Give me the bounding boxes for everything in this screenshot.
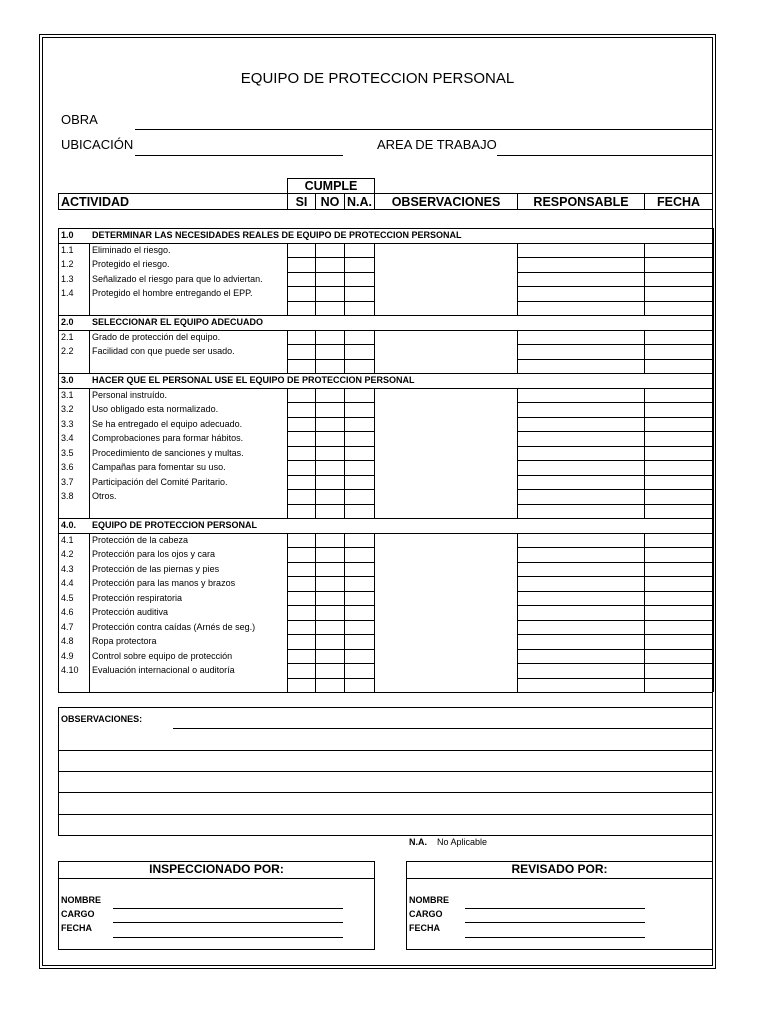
responsable-cell[interactable] (517, 388, 644, 403)
si-cell[interactable] (287, 446, 315, 461)
no-cell[interactable] (315, 330, 344, 345)
item-number: 4.8 (61, 636, 74, 646)
item-number: 3.7 (61, 476, 74, 487)
fecha-cell[interactable] (644, 634, 713, 649)
no-cell[interactable] (315, 576, 344, 591)
item-number: 1.4 (61, 288, 74, 298)
fecha-cell[interactable] (644, 359, 713, 374)
na-cell[interactable] (344, 576, 374, 591)
fecha-cell[interactable] (644, 243, 713, 258)
inspected-nombre-label: NOMBRE (61, 895, 101, 905)
si-cell[interactable] (287, 533, 315, 548)
no-cell[interactable] (315, 562, 344, 577)
reviewed-nombre-field[interactable] (465, 908, 645, 909)
si-cell[interactable] (287, 678, 315, 693)
observations-label: OBSERVACIONES: (61, 714, 143, 724)
responsable-header: RESPONSABLE (533, 195, 629, 209)
item-number: 4.2 (61, 549, 74, 559)
cumple-label: CUMPLE (304, 179, 358, 193)
observaciones-cell[interactable] (374, 243, 517, 316)
item-text: Protegido el hombre entregando el EPP. (92, 288, 253, 298)
si-cell[interactable] (287, 634, 315, 649)
si-cell[interactable] (287, 417, 315, 432)
section-number: 4.0. (61, 520, 77, 530)
si-cell[interactable] (287, 257, 315, 272)
na-cell[interactable] (344, 678, 374, 693)
responsable-cell[interactable] (517, 547, 644, 562)
item-text: Participación del Comité Paritario. (92, 476, 228, 487)
responsable-cell[interactable] (517, 562, 644, 577)
si-cell[interactable] (287, 359, 315, 374)
fecha-cell[interactable] (644, 620, 713, 635)
na-abbreviation: N.A. (409, 837, 427, 847)
no-cell[interactable] (315, 475, 344, 490)
observations-line-4[interactable] (58, 792, 713, 793)
item-number: 3.5 (61, 447, 74, 458)
si-cell[interactable] (287, 605, 315, 620)
item-text: Ropa protectora (92, 636, 157, 646)
observations-line-5[interactable] (58, 814, 713, 815)
item-text: Comprobaciones para formar hábitos. (92, 433, 244, 443)
si-cell[interactable] (287, 576, 315, 591)
responsable-cell[interactable] (517, 591, 644, 606)
responsable-cell[interactable] (517, 475, 644, 490)
section-title: SELECCIONAR EL EQUIPO ADECUADO (92, 317, 264, 327)
section-header (59, 373, 714, 388)
na-cell[interactable] (344, 649, 374, 664)
section-title: DETERMINAR LAS NECESIDADES REALES DE EQUIPO DE PROTECCION PERSONAL (92, 230, 462, 240)
no-cell[interactable] (315, 634, 344, 649)
na-cell[interactable] (344, 489, 374, 504)
no-cell[interactable] (315, 489, 344, 504)
item-number: 4.3 (61, 563, 74, 574)
si-cell[interactable] (287, 243, 315, 258)
si-cell[interactable] (287, 591, 315, 606)
fecha-cell[interactable] (644, 547, 713, 562)
si-cell[interactable] (287, 272, 315, 287)
na-cell[interactable] (344, 591, 374, 606)
section-header (59, 228, 714, 243)
fecha-cell[interactable] (644, 562, 713, 577)
section-header (59, 518, 714, 533)
responsable-cell[interactable] (517, 634, 644, 649)
na-cell[interactable] (344, 533, 374, 548)
fecha-cell[interactable] (644, 663, 713, 678)
item-number: 3.3 (61, 418, 74, 429)
no-cell[interactable] (315, 402, 344, 417)
si-cell[interactable] (287, 402, 315, 417)
section-number: 1.0 (61, 230, 74, 240)
item-number: 3.1 (61, 389, 74, 400)
fecha-cell[interactable] (644, 388, 713, 403)
fecha-cell[interactable] (644, 446, 713, 461)
responsable-cell[interactable] (517, 257, 644, 272)
observations-line-1[interactable] (173, 728, 713, 729)
item-text: Campañas para fomentar su uso. (92, 462, 226, 472)
section-number: 3.0 (61, 375, 74, 385)
na-cell[interactable] (344, 634, 374, 649)
inspected-nombre-field[interactable] (113, 908, 343, 909)
responsable-cell[interactable] (517, 417, 644, 432)
observations-line-2[interactable] (58, 750, 713, 751)
observaciones-header: OBSERVACIONES (391, 195, 501, 209)
na-cell[interactable] (344, 460, 374, 475)
no-cell[interactable] (315, 663, 344, 678)
no-cell[interactable] (315, 605, 344, 620)
item-number: 2.2 (61, 346, 74, 356)
na-cell[interactable] (344, 605, 374, 620)
responsable-cell[interactable] (517, 620, 644, 635)
form-title: EQUIPO DE PROTECCION PERSONAL (240, 70, 515, 87)
fecha-cell[interactable] (644, 330, 713, 345)
si-cell[interactable] (287, 344, 315, 359)
no-cell[interactable] (315, 344, 344, 359)
fecha-cell[interactable] (644, 344, 713, 359)
na-cell[interactable] (344, 301, 374, 316)
obra-label: OBRA (61, 112, 98, 127)
no-cell[interactable] (315, 243, 344, 258)
si-cell[interactable] (287, 620, 315, 635)
na-cell[interactable] (344, 620, 374, 635)
si-cell[interactable] (287, 663, 315, 678)
no-cell[interactable] (315, 649, 344, 664)
na-cell[interactable] (344, 504, 374, 519)
na-cell[interactable] (344, 257, 374, 272)
si-cell[interactable] (287, 388, 315, 403)
si-cell[interactable] (287, 475, 315, 490)
ubicacion-label: UBICACIÓN (61, 137, 134, 152)
no-cell[interactable] (315, 301, 344, 316)
obra-field[interactable] (135, 129, 712, 130)
reviewed-by-title: REVISADO POR: (511, 862, 608, 876)
no-cell[interactable] (315, 286, 344, 301)
no-cell[interactable] (315, 431, 344, 446)
si-cell[interactable] (287, 431, 315, 446)
na-cell[interactable] (344, 388, 374, 403)
reviewed-fecha-field[interactable] (465, 937, 645, 938)
fecha-cell[interactable] (644, 576, 713, 591)
item-text: Se ha entregado el equipo adecuado. (92, 418, 243, 429)
inspected-fecha-label: FECHA (61, 923, 92, 933)
na-cell[interactable] (344, 562, 374, 577)
item-text: Señalizado el riesgo para que lo adviertan. (92, 273, 263, 284)
si-cell[interactable] (287, 649, 315, 664)
fecha-cell[interactable] (644, 489, 713, 504)
observations-line-3[interactable] (58, 771, 713, 772)
item-number: 3.8 (61, 491, 74, 501)
responsable-cell[interactable] (517, 330, 644, 345)
item-text: Uso obligado esta normalizado. (92, 404, 219, 414)
na-cell[interactable] (344, 446, 374, 461)
na-cell[interactable] (344, 547, 374, 562)
responsable-cell[interactable] (517, 605, 644, 620)
responsable-cell[interactable] (517, 446, 644, 461)
item-text: Grado de protección del equipo. (92, 331, 221, 342)
item-number: 3.4 (61, 433, 74, 443)
responsable-cell[interactable] (517, 272, 644, 287)
item-number: 4.1 (61, 534, 74, 545)
item-text: Personal instruído. (92, 389, 168, 400)
no-cell[interactable] (315, 446, 344, 461)
item-number: 1.1 (61, 244, 74, 255)
responsable-cell[interactable] (517, 489, 644, 504)
item-text: Protección de la cabeza (92, 534, 189, 545)
item-text: Eliminado el riesgo. (92, 244, 171, 255)
area-trabajo-label: AREA DE TRABAJO (377, 137, 497, 152)
no-cell[interactable] (315, 504, 344, 519)
no-cell[interactable] (315, 547, 344, 562)
area-trabajo-field[interactable] (497, 155, 712, 156)
section-title: EQUIPO DE PROTECCION PERSONAL (92, 520, 258, 530)
no-cell[interactable] (315, 359, 344, 374)
ubicacion-field[interactable] (135, 155, 343, 156)
item-number: 4.9 (61, 650, 74, 661)
fecha-cell[interactable] (644, 649, 713, 664)
si-header: SI (295, 195, 308, 209)
na-cell[interactable] (344, 359, 374, 374)
item-text: Facilidad con que puede ser usado. (92, 346, 235, 356)
na-cell[interactable] (344, 663, 374, 678)
section-header (59, 315, 714, 330)
fecha-cell[interactable] (644, 533, 713, 548)
responsable-cell[interactable] (517, 649, 644, 664)
responsable-cell[interactable] (517, 243, 644, 258)
responsable-cell[interactable] (517, 663, 644, 678)
si-cell[interactable] (287, 301, 315, 316)
no-cell[interactable] (315, 272, 344, 287)
no-cell[interactable] (315, 591, 344, 606)
fecha-cell[interactable] (644, 460, 713, 475)
item-number: 4.5 (61, 592, 74, 603)
responsable-cell[interactable] (517, 301, 644, 316)
no-cell[interactable] (315, 533, 344, 548)
item-text: Protección respiratoria (92, 592, 183, 603)
item-text: Evaluación internacional o auditoría (92, 665, 235, 675)
fecha-cell[interactable] (644, 591, 713, 606)
na-cell[interactable] (344, 431, 374, 446)
na-cell[interactable] (344, 417, 374, 432)
item-text: Protección para los ojos y cara (92, 549, 216, 559)
no-cell[interactable] (315, 620, 344, 635)
na-cell[interactable] (344, 344, 374, 359)
reviewed-cargo-label: CARGO (409, 909, 443, 919)
responsable-cell[interactable] (517, 504, 644, 519)
si-cell[interactable] (287, 286, 315, 301)
no-cell[interactable] (315, 678, 344, 693)
no-cell[interactable] (315, 257, 344, 272)
item-text: Protección auditiva (92, 607, 169, 617)
section-number: 2.0 (61, 317, 74, 327)
no-cell[interactable] (315, 388, 344, 403)
fecha-cell[interactable] (644, 257, 713, 272)
no-cell[interactable] (315, 460, 344, 475)
reviewed-cargo-field[interactable] (465, 922, 645, 923)
item-number: 4.7 (61, 621, 74, 632)
item-text: Procedimiento de sanciones y multas. (92, 447, 244, 458)
fecha-cell[interactable] (644, 402, 713, 417)
item-text: Control sobre equipo de protección (92, 650, 233, 661)
item-number: 2.1 (61, 331, 74, 342)
item-text: Protección para las manos y brazos (92, 578, 236, 588)
inspected-by-title: INSPECCIONADO POR: (149, 862, 284, 876)
responsable-cell[interactable] (517, 460, 644, 475)
si-cell[interactable] (287, 330, 315, 345)
fecha-cell[interactable] (644, 272, 713, 287)
responsable-cell[interactable] (517, 402, 644, 417)
na-cell[interactable] (344, 243, 374, 258)
si-cell[interactable] (287, 460, 315, 475)
fecha-cell[interactable] (644, 417, 713, 432)
item-number: 4.4 (61, 578, 74, 588)
item-number: 3.2 (61, 404, 74, 414)
responsable-cell[interactable] (517, 344, 644, 359)
item-number: 1.2 (61, 259, 74, 269)
fecha-header: FECHA (656, 195, 701, 209)
na-cell[interactable] (344, 286, 374, 301)
fecha-cell[interactable] (644, 431, 713, 446)
si-cell[interactable] (287, 562, 315, 577)
responsable-cell[interactable] (517, 359, 644, 374)
fecha-cell[interactable] (644, 286, 713, 301)
inspected-cargo-label: CARGO (61, 909, 95, 919)
fecha-cell[interactable] (644, 678, 713, 693)
si-cell[interactable] (287, 504, 315, 519)
inspected-fecha-field[interactable] (113, 937, 343, 938)
na-definition: No Aplicable (437, 837, 488, 847)
inspected-cargo-field[interactable] (113, 922, 343, 923)
item-text: Protección contra caídas (Arnés de seg.) (92, 621, 256, 632)
observaciones-cell[interactable] (374, 330, 517, 374)
responsable-cell[interactable] (517, 533, 644, 548)
item-number: 4.10 (61, 665, 79, 675)
responsable-cell[interactable] (517, 431, 644, 446)
na-cell[interactable] (344, 402, 374, 417)
observaciones-cell[interactable] (374, 533, 517, 693)
actividad-header: ACTIVIDAD (61, 195, 130, 209)
responsable-cell[interactable] (517, 678, 644, 693)
na-cell[interactable] (344, 330, 374, 345)
item-number: 4.6 (61, 607, 74, 617)
fecha-cell[interactable] (644, 475, 713, 490)
no-cell[interactable] (315, 417, 344, 432)
si-cell[interactable] (287, 547, 315, 562)
item-text: Protegido el riesgo. (92, 259, 170, 269)
no-header: NO (320, 195, 340, 209)
cumple-header (287, 178, 375, 194)
na-cell[interactable] (344, 272, 374, 287)
reviewed-fecha-label: FECHA (409, 923, 440, 933)
item-text: Protección de las piernas y pies (92, 563, 220, 574)
na-cell[interactable] (344, 475, 374, 490)
responsable-cell[interactable] (517, 576, 644, 591)
item-number: 1.3 (61, 273, 74, 284)
observaciones-cell[interactable] (374, 388, 517, 519)
responsable-cell[interactable] (517, 286, 644, 301)
na-header: N.A. (347, 195, 372, 209)
item-text: Otros. (92, 491, 117, 501)
fecha-cell[interactable] (644, 605, 713, 620)
fecha-cell[interactable] (644, 301, 713, 316)
item-number: 3.6 (61, 462, 74, 472)
section-title: HACER QUE EL PERSONAL USE EL EQUIPO DE PROTECCION PERSONAL (92, 375, 415, 385)
fecha-cell[interactable] (644, 504, 713, 519)
reviewed-nombre-label: NOMBRE (409, 895, 449, 905)
si-cell[interactable] (287, 489, 315, 504)
